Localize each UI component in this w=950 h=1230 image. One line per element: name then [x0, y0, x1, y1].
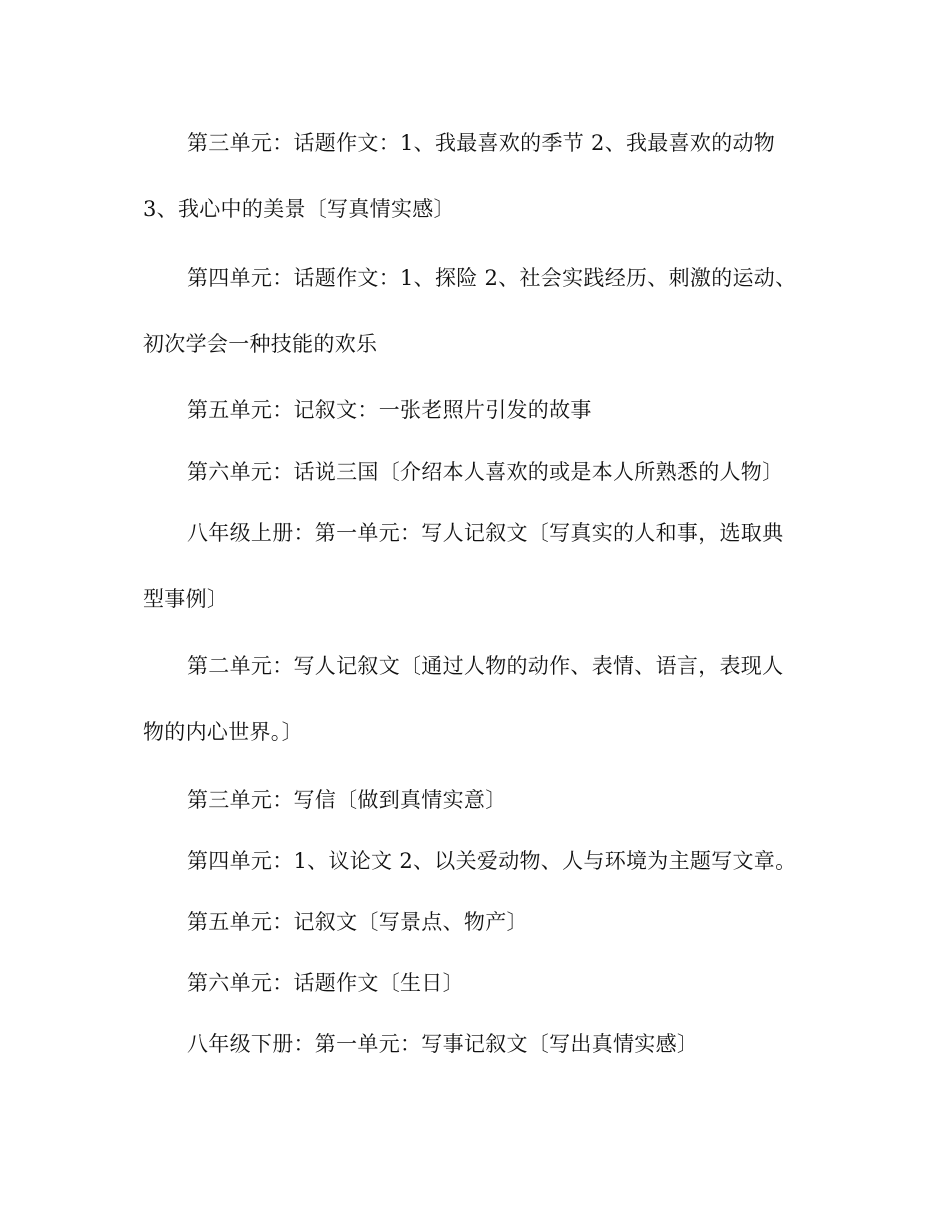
text-line: 第四单元：1、议论文 2、以关爱动物、人与环境为主题写文章。 [187, 849, 797, 873]
paragraph-grade8a-unit1 [143, 500, 815, 632]
text-line: 第四单元：话题作文：1、探险 2、社会实践经历、刺激的运动、 [187, 266, 797, 290]
text-line: 第三单元：写信〔做到真情实意〕 [187, 788, 507, 812]
text-line: 第三单元：话题作文：1、我最喜欢的季节 2、我最喜欢的动物 [187, 131, 776, 155]
paragraph-grade8a-unit2 [143, 633, 815, 765]
paragraph-grade8a-unit6 [143, 950, 815, 1016]
text-line: 初次学会一种技能的欢乐 [143, 332, 378, 356]
text-line: 第五单元：记叙文〔写景点、物产〕 [187, 910, 528, 934]
text-line: 第六单元：话题作文〔生日〕 [187, 971, 464, 995]
paragraph-grade7-unit6 [143, 439, 815, 505]
paragraph-grade7-unit3 [143, 110, 815, 242]
paragraph-grade8a-unit4 [143, 828, 815, 894]
text-line: 型事例〕 [143, 587, 229, 611]
text-line: 3、我心中的美景〔写真情实感〕 [143, 197, 455, 221]
paragraph-grade8a-unit3 [143, 767, 815, 833]
paragraph-grade7-unit5 [143, 377, 815, 443]
text-line: 第六单元：话说三国〔介绍本人喜欢的或是本人所熟悉的人物〕 [187, 460, 784, 484]
text-line: 八年级下册：第一单元：写事记叙文〔写出真情实感〕 [187, 1032, 699, 1056]
text-line: 八年级上册：第一单元：写人记叙文〔写真实的人和事，选取典 [187, 521, 784, 545]
paragraph-grade8b-unit1 [143, 1011, 815, 1077]
text-line: 物的内心世界。〕 [143, 720, 303, 744]
text-line: 第二单元：写人记叙文〔通过人物的动作、表情、语言，表现人 [187, 654, 784, 678]
paragraph-grade8a-unit5 [143, 889, 815, 955]
text-line: 第五单元：记叙文：一张老照片引发的故事 [187, 398, 592, 422]
paragraph-grade7-unit4 [143, 245, 815, 377]
